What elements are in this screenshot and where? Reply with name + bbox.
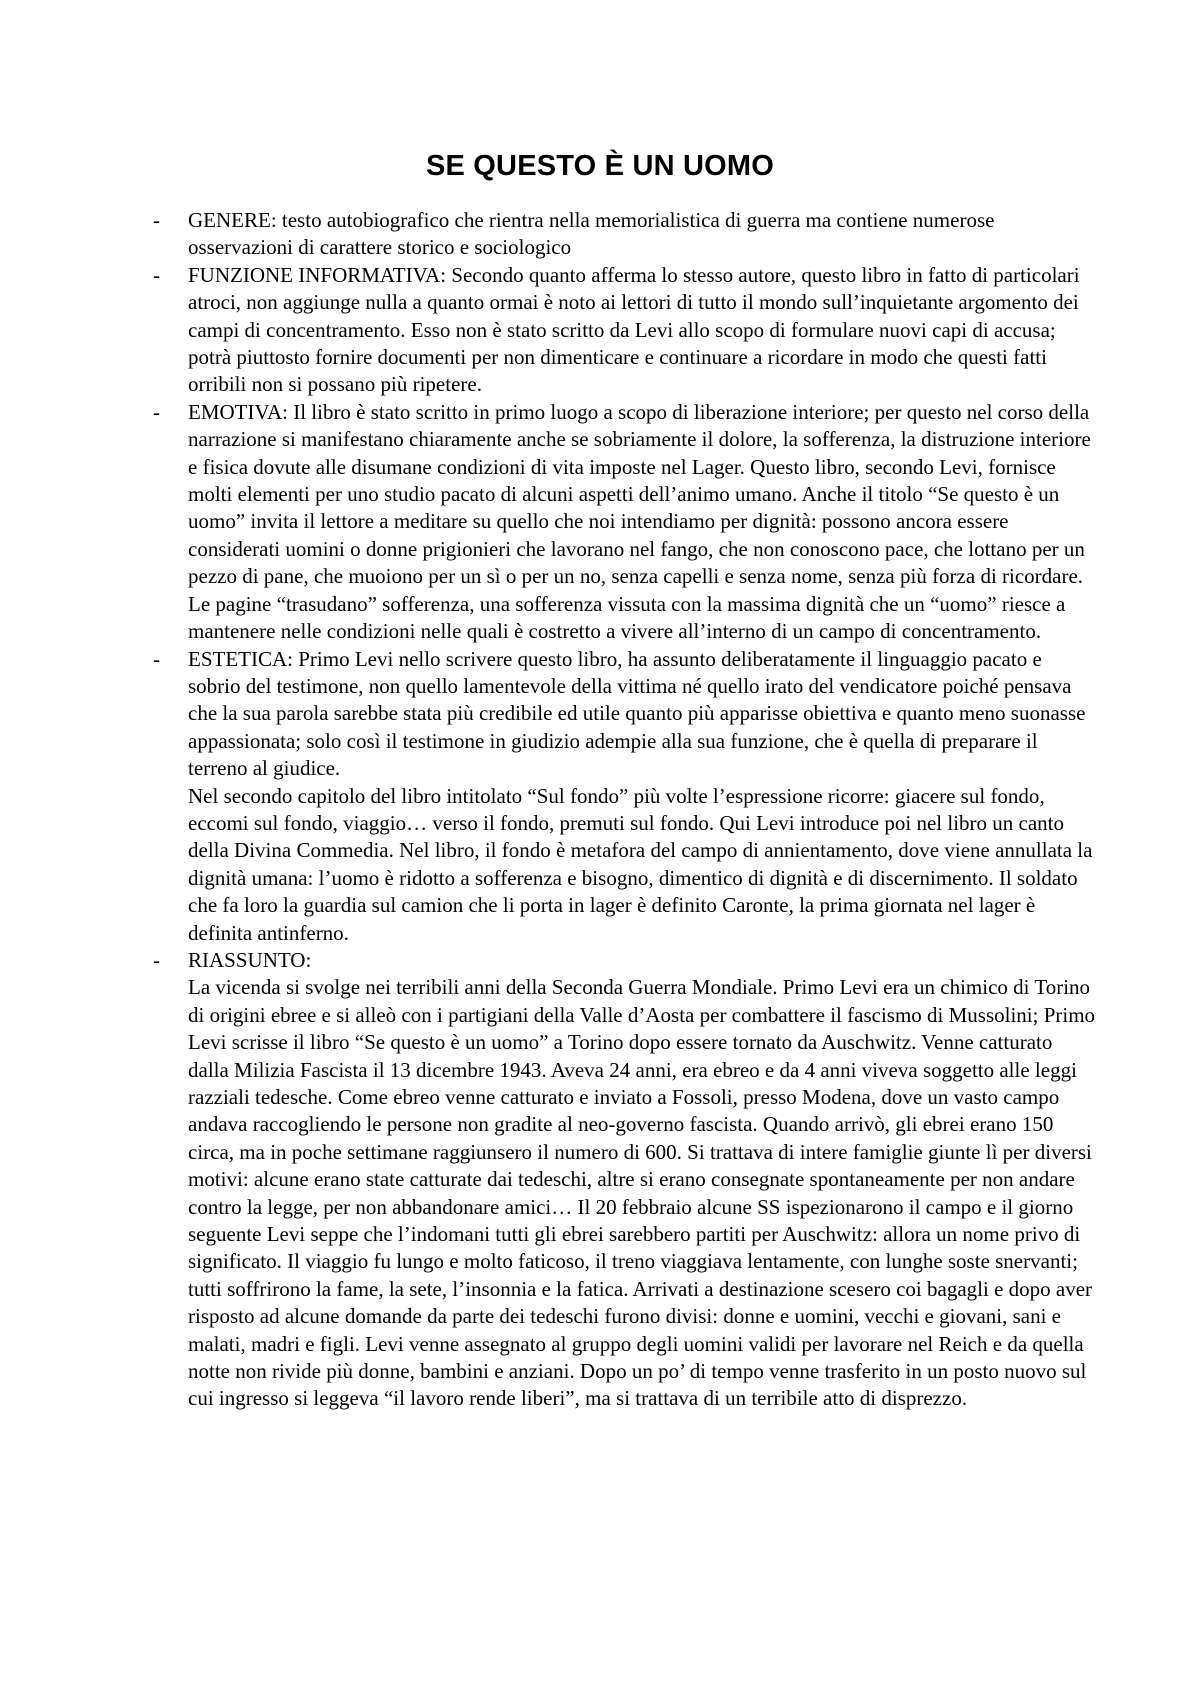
- paragraph-riassunto-heading: RIASSUNTO:: [188, 947, 312, 972]
- list-item-estetica: [150, 646, 1096, 947]
- list-item-emotiva: [150, 399, 1096, 646]
- paragraph-riassunto: La vicenda si svolge nei terribili anni della Seconda Guerra Mondiale. Primo Levi era un chimico di Torino di origini ebree e si alleò con i partigiani della Valle d’Aosta per combattere il fascismo di Mussolini; Primo Levi scrisse il libro “Se questo è un uomo” a Torino dopo essere tornato da Auschwitz. Venne catturato dalla Milizia Fascista il 13 dicembre 1943. Aveva 24 anni, era ebreo e da 4 anni viveva soggetto alle leggi razziali tedesche. Come ebreo venne catturato e inviato a Fossoli, presso Modena, dove un vasto campo andava raccogliendo le persone non gradite al neo-governo fascista. Quando arrivò, gli ebrei erano 150 circa, ma in poche settimane raggiunsero il numero di 600. Si trattava di intere famiglie giunte lì per diversi motivi: alcune erano state catturate dai tedeschi, altre si erano consegnate spontaneamente per non andare contro la legge, per non abbandonare amici… Il 20 febbraio alcune SS ispezionarono il campo e il giorno seguente Levi seppe che l’indomani tutti gli ebrei sarebbero partiti per Auschwitz: allora un nome privo di significato. Il viaggio fu lungo e molto faticoso, il treno viaggiava lentamente, con lunghe soste snervanti; tutti soffrirono la fame, la sete, l’insonnia e la fatica. Arrivati a destinazione scesero coi bagagli e dopo aver risposto ad alcune domande da parte dei tedeschi furono divisi: donne e uomini, vecchi e giovani, sani e malati, madri e figli. Levi venne assegnato al gruppo degli uomini validi per lavorare nel Reich e da quella notte non rivide più donne, bambini e anziani. Dopo un po’ di tempo venne trasferito in un posto nuovo sul cui ingresso si leggeva “il lavoro rende liberi”, ma si trattava di un terribile atto di disprezzo.: [188, 975, 1096, 1411]
- list-item-genere: [150, 207, 1096, 262]
- bullet-dash: -: [153, 646, 160, 671]
- paragraph-funzione-informativa: FUNZIONE INFORMATIVA: Secondo quanto afferma lo stesso autore, questo libro in fatto di particolari atroci, non aggiunge nulla a quanto ormai è noto ai lettori di tutto il mondo sull’inquietante argomento dei campi di concentramento. Esso non è stato scritto da Levi allo scopo di formulare nuovi capi di accusa; potrà piuttosto fornire documenti per non dimenticare e continuare a ricordare in modo che questi fatti orribili non si possano più ripetere.: [188, 262, 1080, 397]
- paragraph-sul-fondo: Nel secondo capitolo del libro intitolato “Sul fondo” più volte l’espressione ricorre: giacere sul fondo, eccomi sul fondo, viaggio… verso il fondo, premuti sul fondo. Qui Levi introduce poi nel libro un canto della Divina Commedia. Nel libro, il fondo è metafora del campo di annientamento, dove viene annullata la dignità umana: l’uomo è ridotto a sofferenza e bisogno, dimentico di dignità e di discernimento. Il soldato che fa loro la guardia sul camion che li porta in lager è definito Caronte, la prima giornata nel lager è definita antinferno.: [188, 783, 1093, 945]
- bullet-dash: -: [153, 399, 160, 424]
- paragraph-genere: GENERE: testo autobiografico che rientra nella memorialistica di guerra ma contiene numerose osservazioni di carattere storico e sociologico: [188, 208, 995, 260]
- paragraph-estetica: ESTETICA: Primo Levi nello scrivere questo libro, ha assunto deliberatamente il linguaggio pacato e sobrio del testimone, non quello lamentevole della vittima né quello irato del vendicatore poiché pensava che la sua parola sarebbe stata più credibile ed utile quanto più apparisse obiettiva e quanto meno suonasse appassionata; solo così il testimone in giudizio adempie alla sua funzione, che è quella di preparare il terreno al giudice.: [188, 646, 1086, 781]
- list-item-funzione-informativa: [150, 262, 1096, 399]
- page-title: SE QUESTO È UN UOMO: [425, 150, 775, 182]
- list-item-riassunto: [150, 947, 1096, 1413]
- bullet-dash: -: [153, 262, 160, 287]
- paragraph-emotiva: EMOTIVA: Il libro è stato scritto in primo luogo a scopo di liberazione interiore; per questo nel corso della narrazione si manifestano chiaramente anche se sobriamente il dolore, la sofferenza, la distruzione interiore e fisica dovute alle disumane condizioni di vita imposte nel Lager. Questo libro, secondo Levi, fornisce molti elementi per uno studio pacato di alcuni aspetti dell’animo umano. Anche il titolo “Se questo è un uomo” invita il lettore a meditare su quello che noi intendiamo per dignità: possono ancora essere considerati uomini o donne prigionieri che lavorano nel fango, che non conoscono pace, che lottano per un pezzo di pane, che muoiono per un sì o per un no, senza capelli e senza nome, senza più forza di ricordare. Le pagine “trasudano” sofferenza, una sofferenza vissuta con la massima dignità che un “uomo” riesce a mantenere nelle condizioni nelle quali è costretto a vivere all’interno di un campo di concentramento.: [188, 399, 1091, 644]
- document-body: [150, 207, 1096, 1413]
- bullet-dash: -: [153, 208, 160, 232]
- bullet-dash: -: [153, 947, 160, 972]
